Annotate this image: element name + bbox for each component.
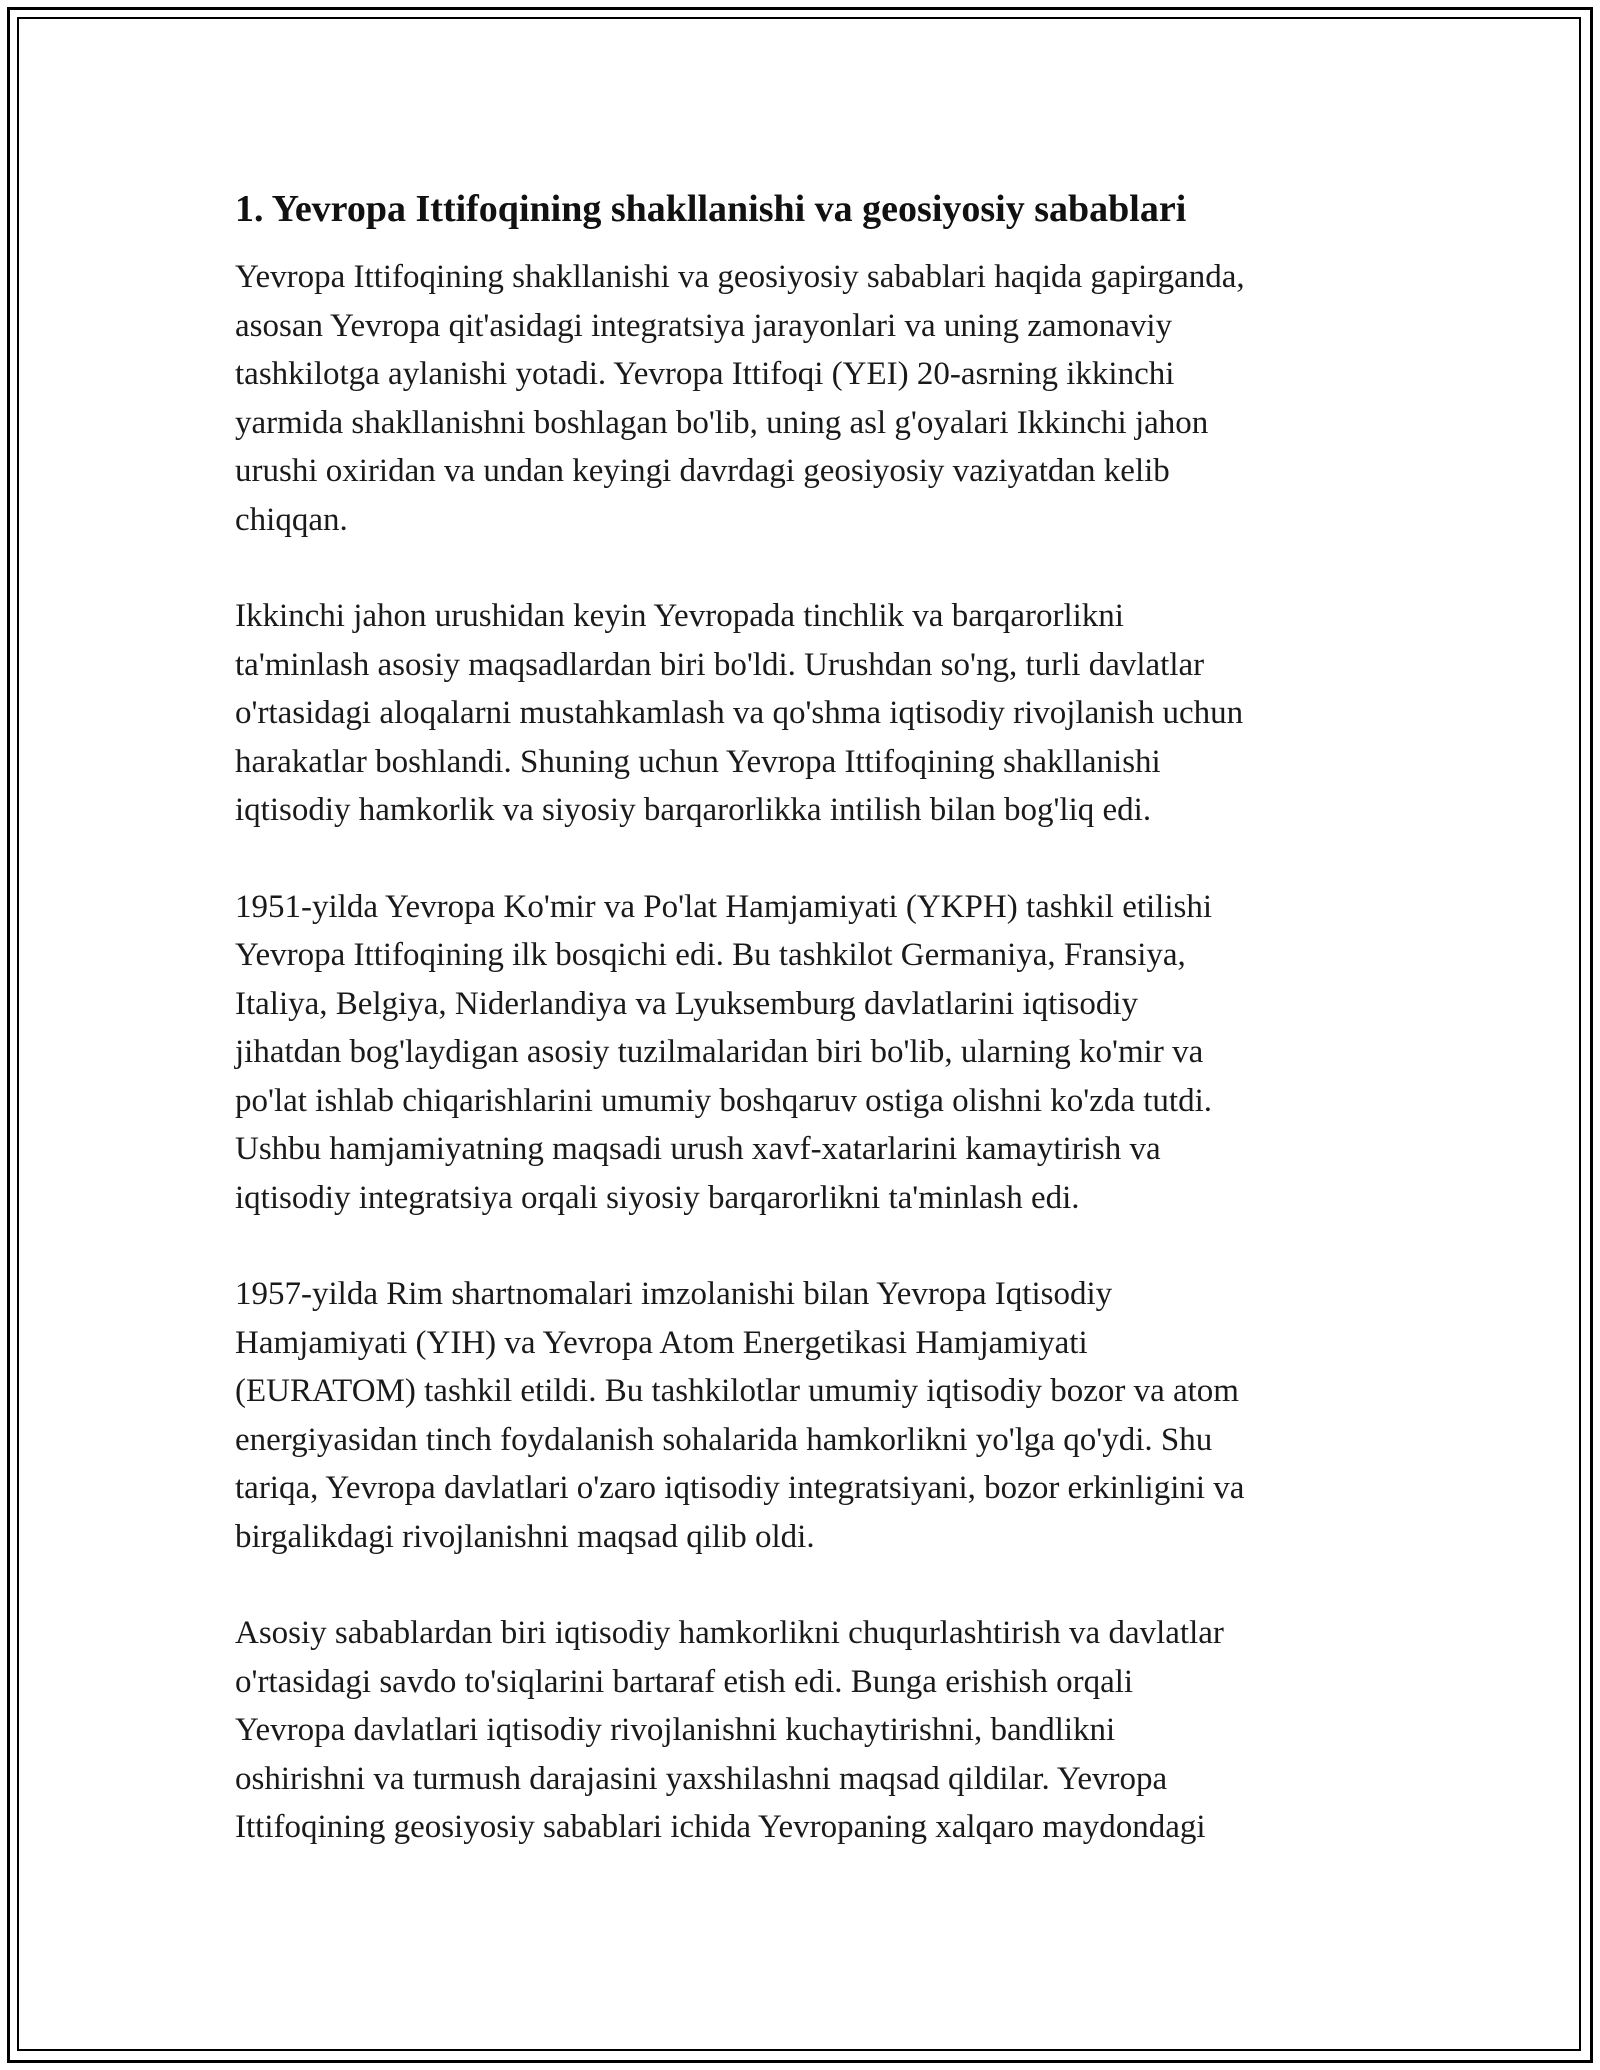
paragraph-1: Yevropa Ittifoqining shakllanishi va geosiyosiy sabablari haqida gapirganda, asosan Yevropa qit'asidagi integratsiya jarayonlari va uning zamonaviy tashkilotga aylanishi yotadi. Yevropa Ittifoqi (YEI) 20-asrning ikkinchi yarmida shakllanishni boshlagan bo'lib, uning asl g'oyalari Ikkinchi jahon urushi oxiridan va undan keyingi davrdagi geosiyosiy vaziyatdan kelib chiqqan. [235,259,1245,538]
paragraph-5: Asosiy sabablardan biri iqtisodiy hamkorlikni chuqurlashtirish va davlatlar o'rtasidagi savdo to'siqlarini bartaraf etish edi. Bunga erishish orqali Yevropa davlatlari iqtisodiy rivojlanishni kuchaytirishni, bandlikni oshirishni va turmush darajasini yaxshilashni maqsad qildilar. Yevropa Ittifoqining geosiyosiy sabablari ichida Yevropaning xalqaro maydondagi [235,1615,1224,1845]
document-body [235,185,1375,1900]
paragraph-3: 1951-yilda Yevropa Ko'mir va Po'lat Hamjamiyati (YKPH) tashkil etilishi Yevropa Ittifoqining ilk bosqichi edi. Bu tashkilot Germaniya, Fransiya, Italiya, Belgiya, Niderlandiya va Lyuksemburg davlatlarini iqtisodiy jihatdan bog'laydigan asosiy tuzilmalaridan biri bo'lib, ularning ko'mir va po'lat ishlab chiqarishlarini umumiy boshqaruv ostiga olishni ko'zda tutdi. Ushbu hamjamiyatning maqsadi urush xavf-xatarlarini kamaytirish va iqtisodiy integratsiya orqali siyosiy barqarorlikni ta'minlash edi. [235,888,1213,1216]
section-heading: 1. Yevropa Ittifoqining shakllanishi va geosiyosiy sabablari [235,188,1187,230]
paragraph-4: 1957-yilda Rim shartnomalari imzolanishi bilan Yevropa Iqtisodiy Hamjamiyati (YIH) va Yevropa Atom Energetikasi Hamjamiyati (EURATOM) tashkil etildi. Bu tashkilotlar umumiy iqtisodiy bozor va atom energiyasidan tinch foydalanish sohalarida hamkorlikni yo'lga qo'ydi. Shu tariqa, Yevropa davlatlari o'zaro iqtisodiy integratsiyani, bozor erkinligini va birgalikdagi rivojlanishni maqsad qilib oldi. [235,1276,1245,1555]
paragraph-2: Ikkinchi jahon urushidan keyin Yevropada tinchlik va barqarorlikni ta'minlash asosiy maqsadlardan biri bo'ldi. Urushdan so'ng, turli davlatlar o'rtasidagi aloqalarni mustahkamlash va qo'shma iqtisodiy rivojlanish uchun harakatlar boshlandi. Shuning uchun Yevropa Ittifoqining shakllanishi iqtisodiy hamkorlik va siyosiy barqarorlikka intilish bilan bog'liq edi. [235,598,1244,828]
